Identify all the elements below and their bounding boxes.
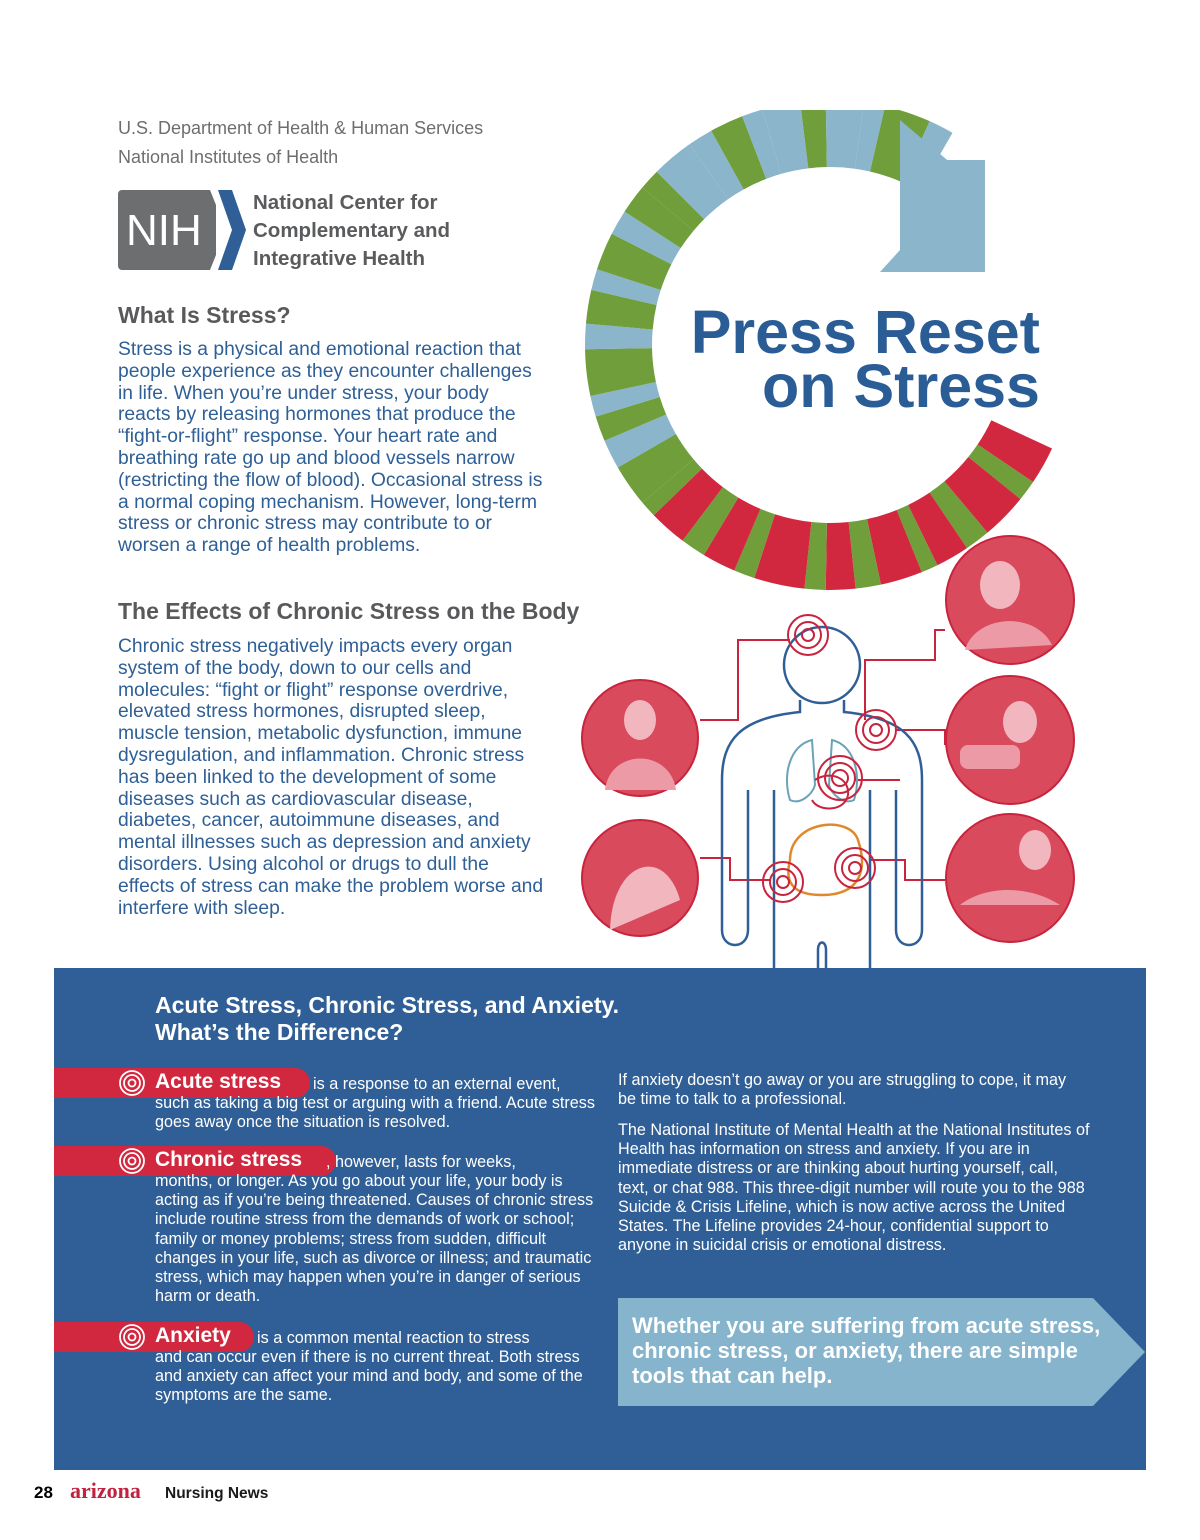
effects-heading: The Effects of Chronic Stress on the Body [118,598,580,624]
title-line-1: Press Reset [690,298,1040,366]
page-title [600,298,1040,420]
acute-first-line: is a response to an external event, [313,1075,561,1093]
agency-line-2: National Institutes of Health [118,147,339,167]
photo-woman-shoulder-pain [946,536,1074,664]
target-icon [118,1069,146,1097]
panel-heading-line-1: Acute Stress, Chronic Stress, and Anxiety. [155,992,619,1018]
publication-brand: arizona [70,1478,141,1503]
photo-person-back-pain [582,820,698,936]
anxiety-body: and can occur even if there is no current threat. Both stress and anxiety can affect your mind and body, and some of the symptoms are the same. [155,1348,583,1405]
what-is-stress-body: Stress is a physical and emotional reaction that people experience as they encounter challenges in life. When you’re under stress, your body reacts by releasing hormones that produce the “fight-or-flight” response. Your heart rate and breathing rate go up and blood vessels narrow (restricting the flow of blood). Occasional stress is a normal coping mechanism. However, long-term stress or chronic stress may contribute to or worsen a range of health problems. [118,339,543,557]
nih-logo [118,190,246,270]
acute-body: such as taking a big test or arguing with a friend. Acute stress goes away once the situation is resolved. [155,1094,595,1132]
target-head [788,615,828,655]
callout-text: Whether you are suffering from acute stress, chronic stress, or anxiety, there are simple tools that can help. [632,1313,1101,1388]
photo-woman-anxious [582,680,698,796]
chronic-first-line: , however, lasts for weeks, [326,1153,516,1171]
publication-title: Nursing News [165,1485,269,1502]
target-icon [118,1147,146,1175]
effects-body: Chronic stress negatively impacts every organ system of the body, down to our cells and molecules: “fight or flight” response overdrive, elevated stress hormones, disrupted sleep, muscle tension, metabolic dysfunction, immune dysregulation, and inflammation. Chronic stress has been linked to the development of some diseases such as cardiovascular disease, diabetes, cancer, autoimmune diseases, and mental illnesses such as depression and anxiety disorders. Using alcohol or drugs to dull the effects of stress can make the problem worse and interfere with sleep. [118,636,544,919]
right-paragraph-2: The National Institute of Mental Health at the National Institutes of Health has information on stress and anxiety. If you are in immediate distress or are thinking about hurting yourself, call, text, or chat 988. This three-digit number will route you to the 988 Suicide & Crisis Lifeline, which is now active across the United States. The Lifeline provides 24-hour, confidential support to anyone in suicidal crisis or emotional distress. [618,1121,1090,1255]
acute-term: Acute stress [155,1070,282,1093]
target-lower-right [835,848,875,888]
right-paragraph-1: If anxiety doesn’t go away or you are struggling to cope, it may be time to talk to a professional. [618,1071,1067,1109]
nih-center-name-line-3: Integrative Health [253,247,426,270]
agency-line-1: U.S. Department of Health & Human Services [118,118,484,138]
photo-man-blood-pressure [946,676,1074,804]
nih-center-name-line-2: Complementary and [253,219,451,242]
anxiety-term: Anxiety [155,1324,231,1347]
panel-heading [155,992,755,1046]
chronic-term: Chronic stress [155,1148,303,1171]
chronic-body: months, or longer. As you go about your life, your body is acting as if you’re being threatened. Causes of chronic stress include routine stress from the demands of work or school; family or money problems; stress from sudden, difficult changes in your life, such as divorce or illness; and traumatic stress, which may happen when you’re in danger of serious harm or death. [155,1172,594,1306]
nih-logo-mark: NIH [126,206,202,255]
what-is-stress-heading: What Is Stress? [118,302,291,328]
photo-man-insulin [946,814,1074,942]
nih-center-name-line-1: National Center for [253,191,438,214]
panel-heading-line-2: What’s the Difference? [155,1019,404,1045]
body-stress-illustration [560,530,1090,970]
anxiety-first-line: is a common mental reaction to stress [257,1329,530,1347]
target-lower-left [763,862,803,902]
target-icon [118,1323,146,1351]
nih-center-name [253,189,513,273]
target-shoulder [856,710,896,750]
page-number: 28 [34,1483,53,1502]
title-line-2: on Stress [762,352,1040,420]
